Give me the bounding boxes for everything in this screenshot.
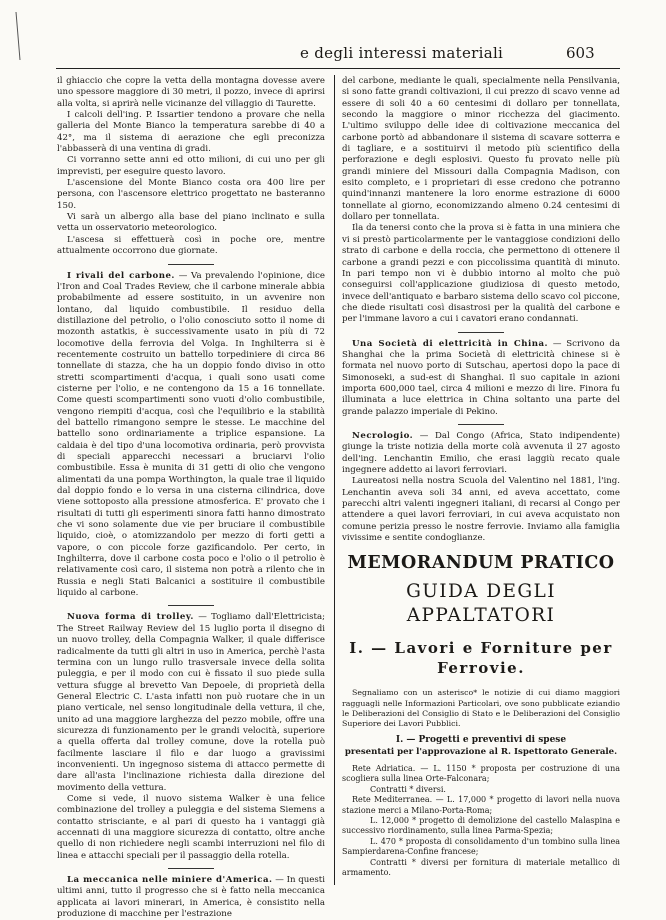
intro-note: Segnaliamo con un asterisco* le notizie di cui diamo maggiori ragguagli nelle Informazioni Particolari, ove sono pubblicate eziandio le Deliberazioni del Consiglio di Stato e le Deliberazioni del Consiglio Superiore dei Lavori Pubblici. <box>342 688 620 729</box>
right-column <box>342 76 620 878</box>
subsection-subheading: presentati per l'approvazione al R. Ispettorato Generale. <box>344 746 618 757</box>
article-body: — Togliamo dall'Elettricista; The Street Railway Review del 15 luglio porta il disegno di un nuovo trolley, della Compagnia Walker, il quale differisce radicalmente da tutti gli altri in uso in America, perchè l'asta termina con un lungo rullo trasversale invece della solita puleggia, e per il modo con cui è fissato il suo piede sulla vettura sfugge al brevetto Van Depoele, di proprietà della General Electric C. L'asta infatti non può ruotare che in un piano verticale, nel senso longitudinale della vettura, il che, unito ad una maggiore larghezza del pezzo mobile, offre una sicurezza di funzionamento per le grandi velocità, superiore a quella offerta dal trolley comune, dove la rotella può facilmente lasciare il filo e dar luogo a gravissimi inconvenienti. Un ingegnoso sistema di attacco permette di dare all'asta l'inclinazione richiesta dalla direzione del movimento della vettura. <box>57 612 325 793</box>
list-item: L. 12,000 * progetto di demolizione del castello Malaspina e successivo riordinamento, sulla linea Parma-Spezia; <box>342 815 620 836</box>
article-miniere <box>57 875 325 920</box>
article-body: — Dal Congo (Africa, Stato indipendente) giunge la triste notizia della morte colà avvenuta il 27 agosto dell'ing. Lenchantin Emilio, che erasi laggiù recato quale ingegnere addetto ai lavori ferroviari. <box>342 430 620 475</box>
article-body: — Scrivono da Shanghai che la prima Società di elettricità chinese si è formata nel nuovo porto di Sutschau, apertosi dopo la pace di Simonoseki, a sud-est di Shanghai. Il suo capitale in azioni importa 600,000 tael, circa 4 milioni e mezzo di lire. Finora fu illuminata a luce elettrica in China soltanto una parte del grande palazzo imperiale di Pekino. <box>342 338 621 417</box>
paragraph: Vi sarà un albergo alla base del piano inclinato e sulla vetta un osservatorio meteorologico. <box>57 212 325 234</box>
separator <box>168 605 214 606</box>
page-edge-mark <box>13 12 23 62</box>
paragraph: Laureatosi nella nostra Scuola del Valentino nel 1881, l'ing. Lenchantin aveva soli 34 anni, ed aveva accettato, come parecchi altri valenti ingegneri italiani, di recarsi al Congo per attendere a quei lavori ferroviari, in cui aveva acquistato non comune perizia presso le nostre ferrovie. Inviamo alla famiglia vivissime e sentite condoglianze. <box>342 476 620 544</box>
separator <box>168 868 214 869</box>
running-title: e degli interessi materiali <box>300 44 504 62</box>
article-body: — In questi ultimi anni, tutto il progresso che si è fatto nella meccanica applicata ai lavori minerari, in America, è consistito nella produzione di macchine per l'estrazione <box>57 875 325 920</box>
paragraph: L'ascesa si effettuerà così in poche ore, mentre attualmente occorrono due giornate. <box>57 234 325 257</box>
paragraph: I calcoli dell'ing. P. Issartier tendono a provare che nella galleria del Monte Bianco la temperatura sarebbe di 40 a 42°, ma il sistema di aerazione che egli preconizza l'abbasserà di una ventina di gradi. <box>57 110 325 155</box>
list-item: Contratti * diversi per fornitura di materiale metallico di armamento. <box>342 857 620 877</box>
header-rule <box>56 68 620 69</box>
article-necrologio <box>342 431 620 476</box>
section-heading: I. — Lavori e Forniture per Ferrovie. <box>349 639 613 678</box>
subsection-heading: I. — Progetti e preventivi di spese <box>395 735 567 746</box>
paragraph: Come si vede, il nuovo sistema Walker è una felice combinazione del trolley a puleggia e del sistema Siemens a contatto strisciante, e al pari di questo ha i vantaggi già accennati di una maggiore sicurezza di contatto, oltre anche quello di non richiedere negli scambi interruzioni nel filo di linea e attacchi speciali per il passaggio della rotella. <box>57 793 325 861</box>
paragraph: Ci vorranno sette anni ed otto milioni, di cui uno per gli imprevisti, per eseguire questo lavoro. <box>57 155 325 177</box>
separator <box>168 264 214 265</box>
guida-heading: GUIDA DEGLI APPALTATORI <box>406 581 556 627</box>
article-title: Una Società di elettricità in China. <box>352 338 549 349</box>
column-divider <box>334 75 335 885</box>
paragraph: Ila da tenersi conto che la prova si è fatta in una miniera che vi si prestò particolarmente per le vantaggiose condizioni dello strato di carbone e della roccia, che permettono di ottenere il carbone a grandi pezzi e con piccolissima quantità di minuto. In pari tempo non vi è dubbio intorno al molto che può conseguirsi coll'applicazione giudiziosa di questo metodo, invece dell'antiquato e barbaro sistema dello scavo col piccone, che diede risultati così disastrosi per la qualità del carbone e per l'immane lavoro a cui i cavatori erano condannati. <box>342 223 620 325</box>
article-rivali <box>57 271 325 600</box>
article-title: Necrologio. <box>352 430 414 441</box>
page-number: 603 <box>566 44 595 62</box>
memorandum-heading: MEMORANDUM PRATICO <box>347 553 615 574</box>
separator <box>458 424 504 425</box>
paragraph: L'ascensione del Monte Bianco costa ora 400 lire per persona, con l'ascensore elettrico progettato ne basteranno 150. <box>57 178 325 211</box>
list-item: Rete Mediterranea. — L. 17,000 * progetto di lavori nella nuova stazione merci a Milano-Porta-Roma; <box>342 795 620 815</box>
article-title: Nuova forma di trolley. <box>67 612 194 623</box>
article-trolley <box>57 612 325 794</box>
article-cina <box>342 339 620 418</box>
article-title: La meccanica nelle miniere d'America. <box>67 875 273 886</box>
separator <box>458 332 504 333</box>
article-title: I rivali del carbone. <box>67 270 175 281</box>
list-item: Rete Adriatica. — L. 1150 * proposta per costruzione di una scogliera sulla linea Orte-Falconara; <box>342 763 620 784</box>
paragraph: del carbone, mediante le quali, specialmente nella Pensilvania, si sono fatte grandi coltivazioni, il cui prezzo di scavo venne ad essere di soli 40 a 60 centesimi di dollaro per tonnellata, secondo la maggiore o minor ricchezza del giacimento. L'ultimo sviluppo delle idee di coltivazione meccanica del carbone portò ad abbandonare il sistema di scavare sotterra e di tagliare, e a sostituirvi il metodo più scientifico della perforazione e degli esplosivi. Questo fu provato nelle più grandi miniere del Missouri dalla Compagnia Madison, con esito completo, e i proprietari di esse credono che potranno quind'innanzi mantenere la loro enorme estrazione di 6000 tonnellate al giorno, economizzando almeno 0.24 centesimi di dollaro per tonnellata. <box>342 76 620 223</box>
left-column <box>57 76 325 920</box>
paragraph: il ghiaccio che copre la vetta della montagna dovesse avere uno spessore maggiore di 30 metri, il pozzo, invece di aprirsi alla volta, si aprirà nelle vicinanze del villaggio di Taurette. <box>57 76 325 109</box>
list-item: Contratti * diversi. <box>370 784 446 794</box>
article-body: — Va prevalendo l'opinione, dice l'Iron and Coal Trades Review, che il carbone minerale abbia probabilmente ad essere sostituito, in un avvenire non lontano, dal liquido combustibile. Il residuo della distillazione del petrolio, o l'olio conosciuto sotto il nome di mozonth astatkis, è successivamente usato in più di 72 locomotive della ferrovia del Volga. In Inghilterra si è recentemente costruito un battello torpediniere di circa 86 tonnellate di stazza, che ha un doppio fondo diviso in otto stretti scompartimenti d'acqua, i quali sono usati come cisterne per l'olio, e ne contengono da 15 a 16 tonnellate. Come questi scompartimenti sono vuoti d'olio combustibile, vengono riempiti d'acqua, così che l'equilibrio e la stabilità del battello rimangono sempre le stesse. Le macchine del battello sono ordinariamente a triplice espansione. La caldaia è del tipo d'una locomotiva ordinaria, però provvista di speciali apparecchi necessari a bruciarvi l'olio combustibile. Essa è munita di 31 getti di olio che vengono alimentati da una pompa Worthington, la quale trae il liquido dal doppio fondo e lo versa in una cisterna cilindrica, dove viene sottoposto alla pressione atmosferica. E' provato che i risultati di tutti gli esperimenti sinora fatti hanno dimostrato che vi sono solamente due vie per bruciare il combustibile liquido, cioè, o atomizzandolo per mezzo di forti getti a vapore, o con piccole forze gazificandolo. Per certo, in Inghilterra, dove il carbone costa poco e l'olio o il petrolio è relativamente così caro, il sistema non potrà a rilento che in Russia e negli Stati Balcanici a sostituire il combustibile liquido al carbone. <box>57 270 325 599</box>
list-item: L. 470 * proposta di consolidamento d'un tombino sulla linea Sampierdarena-Confine francese; <box>342 836 620 857</box>
